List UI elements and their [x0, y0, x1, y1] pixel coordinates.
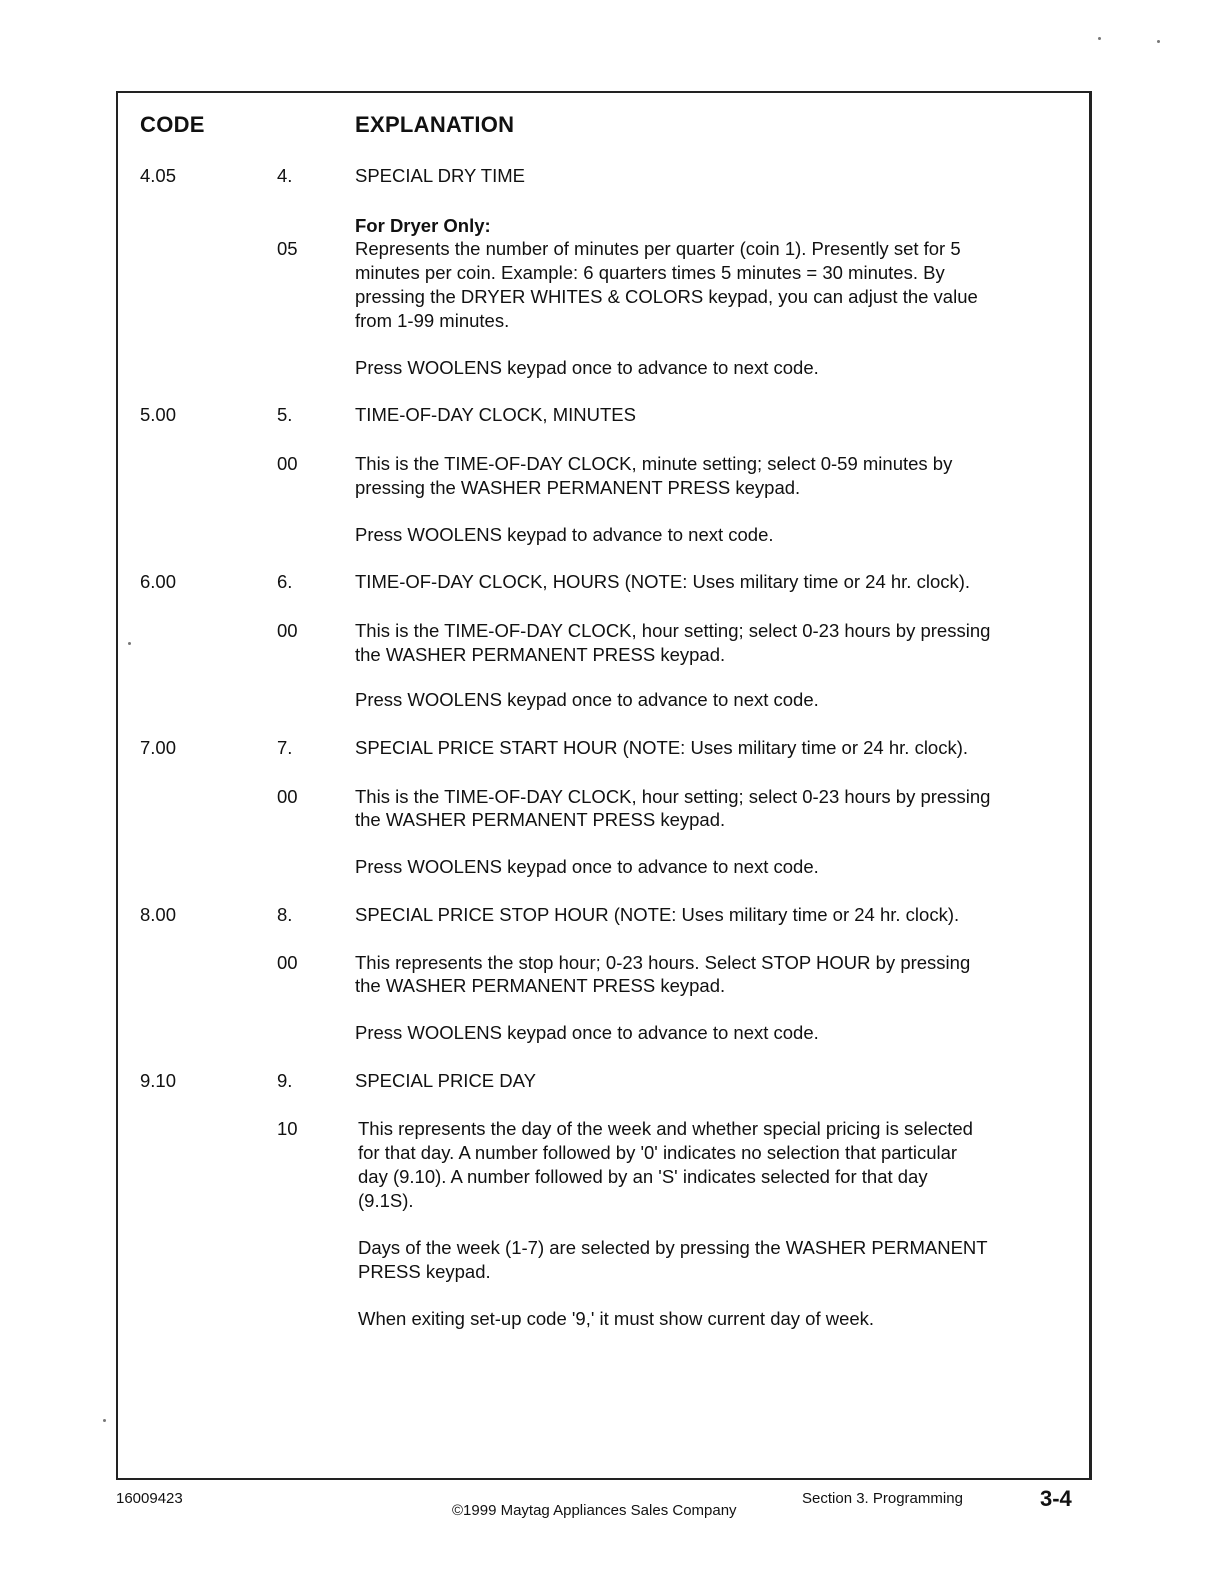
scan-speck: [103, 1419, 106, 1422]
code-column-header: CODE: [140, 112, 205, 137]
entry-days-line: PRESS keypad.: [358, 1261, 491, 1282]
section-label: Section 3. Programming: [802, 1490, 963, 1507]
entry-desc-line: pressing the DRYER WHITES & COLORS keypad, you can adjust the value: [355, 286, 978, 307]
entry-title: TIME-OF-DAY CLOCK, MINUTES: [355, 404, 636, 425]
scan-speck: [1098, 37, 1101, 40]
entry-code: 6.00: [140, 571, 177, 592]
entry-digit: 9.: [277, 1070, 293, 1091]
entry-advance-note: Press WOOLENS keypad to advance to next code.: [355, 524, 774, 545]
entry-code: 5.00: [140, 404, 177, 425]
entry-desc-line: from 1-99 minutes.: [355, 310, 510, 331]
entry-digit: 4.: [277, 165, 293, 186]
entry-desc-line: the WASHER PERMANENT PRESS keypad.: [355, 644, 726, 665]
entry-title: SPECIAL DRY TIME: [355, 165, 525, 186]
entry-digit: 5.: [277, 404, 293, 425]
entry-title: SPECIAL PRICE START HOUR (NOTE: Uses military time or 24 hr. clock).: [355, 737, 969, 758]
entry-exit-note: When exiting set-up code '9,' it must show current day of week.: [358, 1308, 875, 1329]
entry-desc-line: Represents the number of minutes per quarter (coin 1). Presently set for 5: [355, 238, 961, 259]
entry-desc-line: minutes per coin. Example: 6 quarters times 5 minutes = 30 minutes. By: [355, 262, 945, 283]
entry-desc-line: This is the TIME-OF-DAY CLOCK, hour setting; select 0-23 hours by pressing: [355, 620, 991, 641]
entry-value: 00: [277, 620, 298, 641]
scan-speck: [1157, 40, 1160, 43]
entry-desc-line: day (9.10). A number followed by an 'S' indicates selected for that day: [358, 1166, 928, 1187]
entry-digit: 7.: [277, 737, 293, 758]
entry-desc-line: This is the TIME-OF-DAY CLOCK, minute setting; select 0-59 minutes by: [355, 453, 953, 474]
entry-advance-note: Press WOOLENS keypad once to advance to next code.: [355, 856, 819, 877]
entry-desc-line: the WASHER PERMANENT PRESS keypad.: [355, 975, 726, 996]
page-number: 3-4: [1040, 1486, 1072, 1511]
entry-code: 9.10: [140, 1070, 177, 1091]
entry-title: TIME-OF-DAY CLOCK, HOURS (NOTE: Uses military time or 24 hr. clock).: [355, 571, 971, 592]
entry-code: 4.05: [140, 165, 177, 186]
entry-code: 7.00: [140, 737, 177, 758]
entry-desc-line: the WASHER PERMANENT PRESS keypad.: [355, 809, 726, 830]
entry-digit: 8.: [277, 904, 293, 925]
entry-title: SPECIAL PRICE STOP HOUR (NOTE: Uses military time or 24 hr. clock).: [355, 904, 960, 925]
entry-code: 8.00: [140, 904, 177, 925]
scan-speck: [128, 642, 131, 645]
entry-value: 00: [277, 786, 298, 807]
entry-value: 00: [277, 952, 298, 973]
entry-advance-note: Press WOOLENS keypad once to advance to next code.: [355, 357, 819, 378]
entry-value: 00: [277, 453, 298, 474]
entry-value: 05: [277, 238, 298, 259]
entry-subhead: For Dryer Only:: [355, 215, 491, 236]
entry-desc-line: pressing the WASHER PERMANENT PRESS keypad.: [355, 477, 801, 498]
explanation-column-header: EXPLANATION: [355, 112, 515, 137]
entry-digit: 6.: [277, 571, 293, 592]
entry-advance-note: Press WOOLENS keypad once to advance to next code.: [355, 689, 819, 710]
entry-value: 10: [277, 1118, 298, 1139]
entry-advance-note: Press WOOLENS keypad once to advance to next code.: [355, 1022, 819, 1043]
entry-desc-line: This is the TIME-OF-DAY CLOCK, hour setting; select 0-23 hours by pressing: [355, 786, 991, 807]
entry-title: SPECIAL PRICE DAY: [355, 1070, 536, 1091]
entry-desc-line: for that day. A number followed by '0' indicates no selection that particular: [358, 1142, 958, 1163]
copyright-notice: ©1999 Maytag Appliances Sales Company: [452, 1502, 737, 1519]
entry-desc-line: This represents the stop hour; 0-23 hours. Select STOP HOUR by pressing: [355, 952, 971, 973]
document-number: 16009423: [116, 1490, 183, 1507]
entry-desc-line: (9.1S).: [358, 1190, 414, 1211]
entry-desc-line: This represents the day of the week and whether special pricing is selected: [358, 1118, 973, 1139]
entry-days-line: Days of the week (1-7) are selected by pressing the WASHER PERMANENT: [358, 1237, 988, 1258]
